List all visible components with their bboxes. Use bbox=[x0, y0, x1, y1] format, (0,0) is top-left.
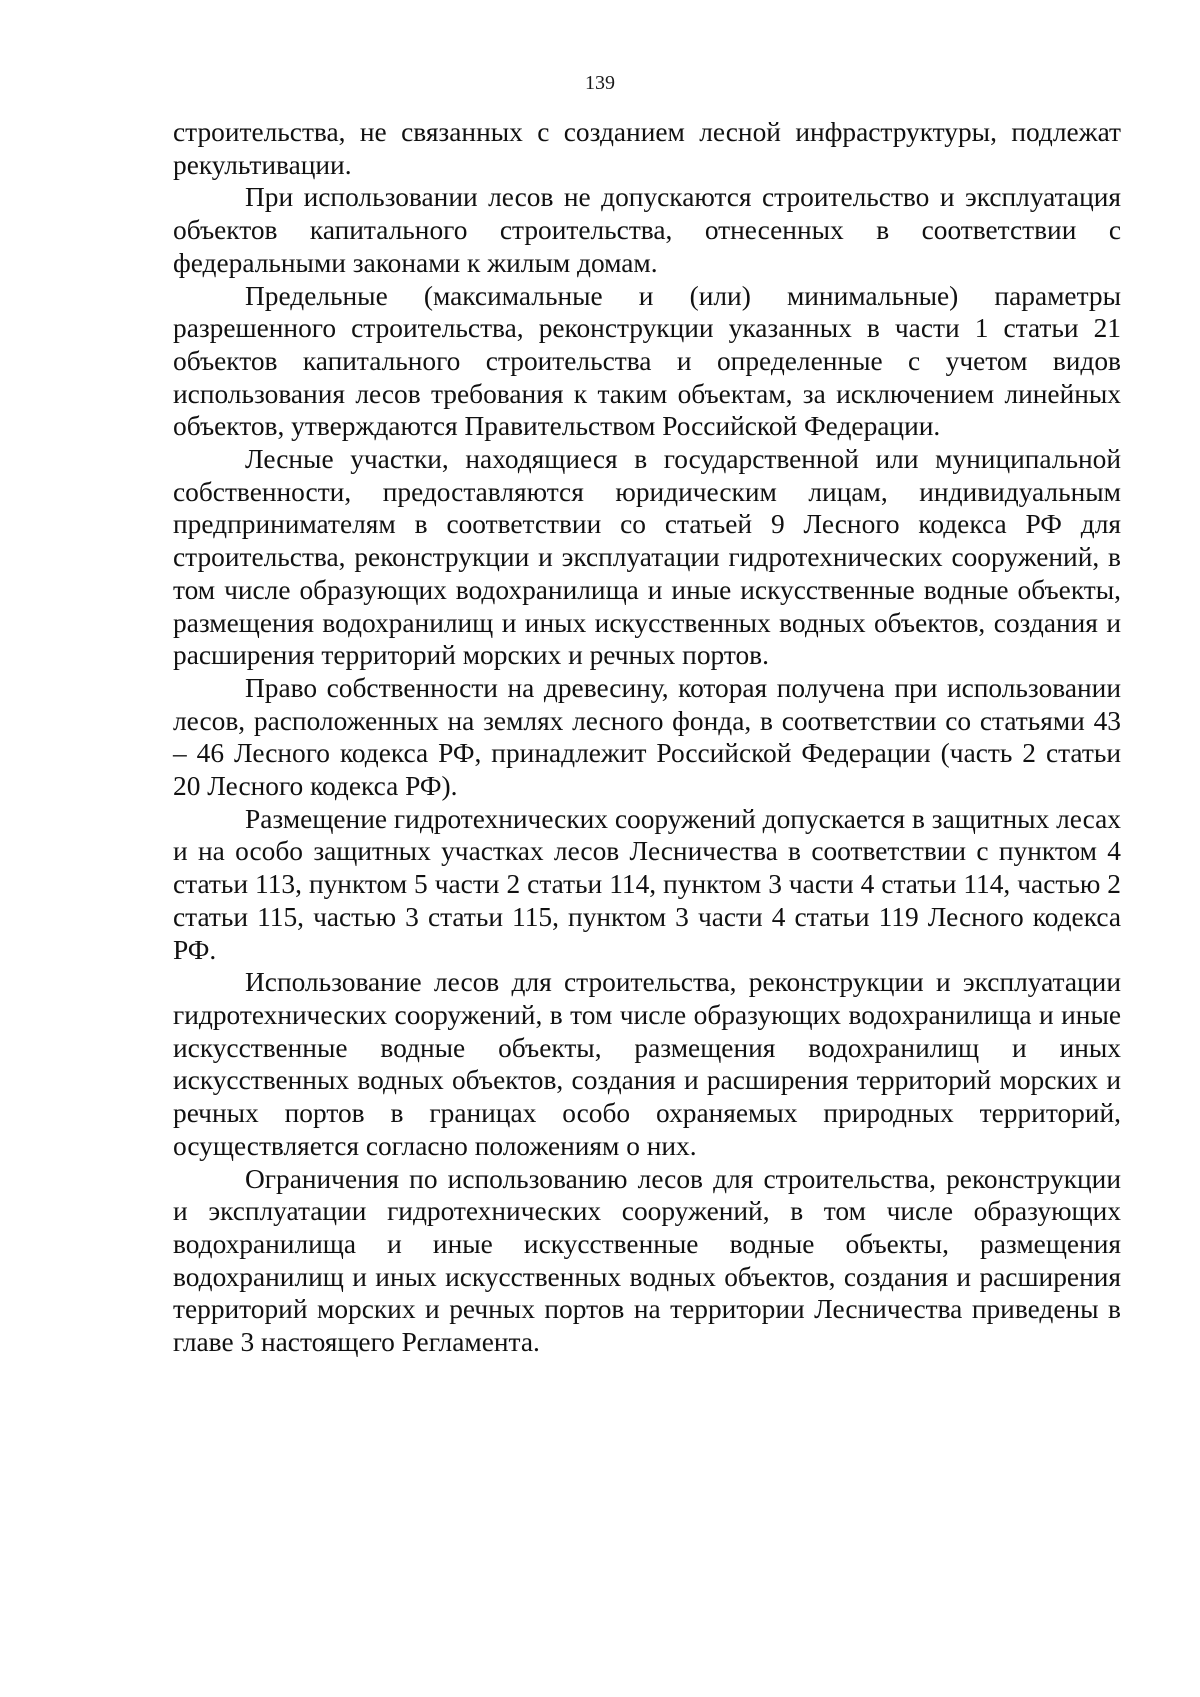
page-number: 139 bbox=[585, 72, 615, 94]
paragraph-protected-territories: Использование лесов для строительства, реконструкции и эксплуатации гидротехнических сооружений, в том числе образующих водохранилища и иные искусственные водные объекты, размещения водохранилищ и иных искусственных водных объектов, создания и расширения территорий морских и речных портов в границах особо охраняемых природных территорий, осуществляется согласно положениям о них. bbox=[173, 967, 1121, 1161]
paragraph-land-plots: Лесные участки, находящиеся в государственной или муниципальной собственности, предоставляются юридическим лицам, индивидуальным предпринимателям в соответствии со статьей 9 Лесного кодекса РФ для строительства, реконструкции и эксплуатации гидротехнических сооружений, в том числе образующих водохранилища и иные искусственные водные объекты, размещения водохранилищ и иных искусственных водных объектов, создания и расширения территорий морских и речных портов. bbox=[173, 444, 1121, 671]
paragraph-continuation: строительства, не связанных с созданием лесной инфраструктуры, подлежат рекультивации. bbox=[173, 117, 1121, 180]
paragraph-timber-ownership: Право собственности на древесину, которая получена при использовании лесов, расположенных на землях лесного фонда, в соответствии со статьями 43 – 46 Лесного кодекса РФ, принадлежит Российской Федерации (часть 2 статьи 20 Лесного кодекса РФ). bbox=[173, 672, 1121, 802]
paragraph-restrictions: Ограничения по использованию лесов для строительства, реконструкции и эксплуатации гидротехнических сооружений, в том числе образующих водохранилища и иные искусственные водные объекты, размещения водохранилищ и иных искусственных водных объектов, создания и расширения территорий морских и речных портов на территории Лесничества приведены в главе 3 настоящего Регламента. bbox=[173, 1163, 1121, 1358]
paragraph-residential-restriction: При использовании лесов не допускаются строительство и эксплуатация объектов капитального строительства, отнесенных в соответствии с федеральными законами к жилым домам. bbox=[173, 182, 1121, 278]
paragraph-hydraulic-structures: Размещение гидротехнических сооружений допускается в защитных лесах и на особо защитных участках лесов Лесничества в соответствии с пунктом 4 статьи 113, пунктом 5 части 2 статьи 114, пунктом 3 части 4 статьи 114, частью 2 статьи 115, частью 3 статьи 115, пунктом 3 части 4 статьи 119 Лесного кодекса РФ. bbox=[173, 803, 1121, 965]
paragraph-construction-parameters: Предельные (максимальные и (или) минимальные) параметры разрешенного строительства, реконструкции указанных в части 1 статьи 21 объектов капитального строительства и определенные с учетом видов использования лесов требования к таким объектам, за исключением линейных объектов, утверждаются Правительством Российской Федерации. bbox=[173, 280, 1121, 442]
document-body bbox=[173, 116, 1121, 1359]
